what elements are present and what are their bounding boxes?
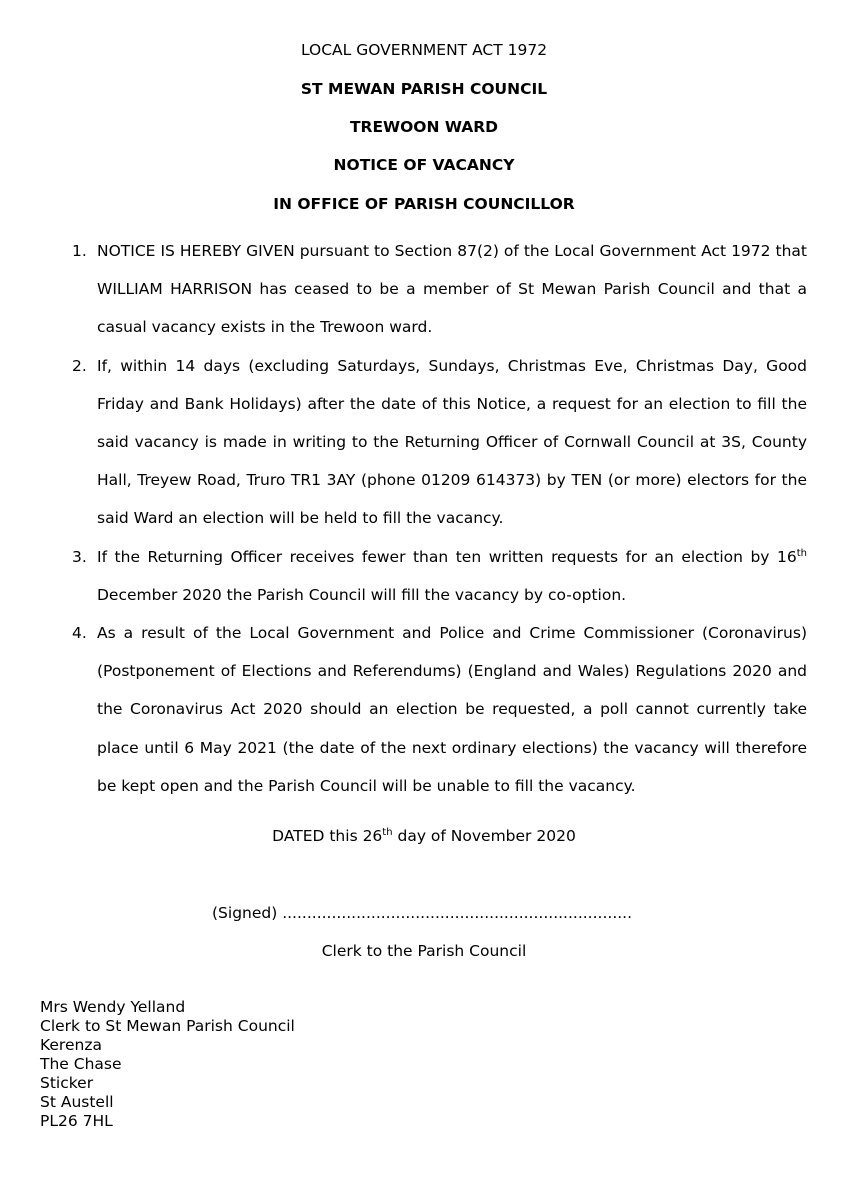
- item-text: [97, 538, 807, 614]
- signatory-title: Clerk to the Parish Council: [321, 942, 527, 960]
- notice-item: [0, 232, 848, 347]
- address-line: PL26 7HL: [40, 1112, 113, 1130]
- act-heading: LOCAL GOVERNMENT ACT 1972: [300, 41, 548, 59]
- item-text-before: If the Returning Officer receives fewer than ten written requests for an election by 16: [97, 547, 797, 566]
- dated-line: [0, 826, 848, 846]
- notice-item: [0, 538, 848, 614]
- ordinal-suffix: th: [796, 547, 807, 559]
- item-number: 2.: [72, 356, 87, 375]
- clerk-address: [40, 998, 295, 1131]
- signature-line: (Signed) .......................................................................: [212, 904, 633, 922]
- office-heading: IN OFFICE OF PARISH COUNCILLOR: [273, 195, 575, 213]
- item-number: 1.: [72, 242, 87, 260]
- notice-items-list: [0, 232, 848, 805]
- item-number: 3.: [72, 547, 87, 566]
- item-number: 4.: [72, 624, 87, 643]
- council-heading: ST MEWAN PARISH COUNCIL: [300, 80, 548, 98]
- address-line: Kerenza: [40, 1036, 102, 1054]
- address-line: The Chase: [40, 1055, 122, 1073]
- address-line: Mrs Wendy Yelland: [40, 998, 186, 1016]
- ordinal-suffix: th: [382, 827, 393, 838]
- ward-heading: TREWOON WARD: [349, 118, 499, 136]
- item-text: NOTICE IS HEREBY GIVEN pursuant to Section 87(2) of the Local Government Act 1972 that WILLIAM HARRISON has ceased to be a member of St Mewan Parish Council and that a casual vacancy exists in the Trewoon ward.: [97, 242, 807, 337]
- item-text: If, within 14 days (excluding Saturdays, Sundays, Christmas Eve, Christmas Day, Good Friday and Bank Holidays) after the date of this Notice, a request for an election to fill the said vacancy is made in writing to the Returning Officer of Cornwall Council at 3S, County Hall, Treyew Road, Truro TR1 3AY (phone 01209 614373) by TEN (or more) electors for the said Ward an election will be held to fill the vacancy.: [97, 356, 807, 528]
- address-line: Sticker: [40, 1074, 94, 1092]
- item-text-after: December 2020 the Parish Council will fill the vacancy by co-option.: [97, 585, 627, 604]
- notice-heading: NOTICE OF VACANCY: [333, 156, 515, 174]
- dated-after: day of November 2020: [392, 827, 576, 845]
- dated-before: DATED this 26: [272, 827, 383, 845]
- notice-item: [0, 347, 848, 538]
- address-line: Clerk to St Mewan Parish Council: [40, 1017, 295, 1035]
- address-line: St Austell: [40, 1093, 114, 1111]
- item-text: As a result of the Local Government and Police and Crime Commissioner (Coronavirus) (Postponement of Elections and Referendums) (England and Wales) Regulations 2020 and the Coronavirus Act 2020 should an election be requested, a poll cannot currently take place until 6 May 2021 (the date of the next ordinary elections) the vacancy will therefore be kept open and the Parish Council will be unable to fill the vacancy.: [97, 624, 807, 795]
- notice-item: [0, 614, 848, 805]
